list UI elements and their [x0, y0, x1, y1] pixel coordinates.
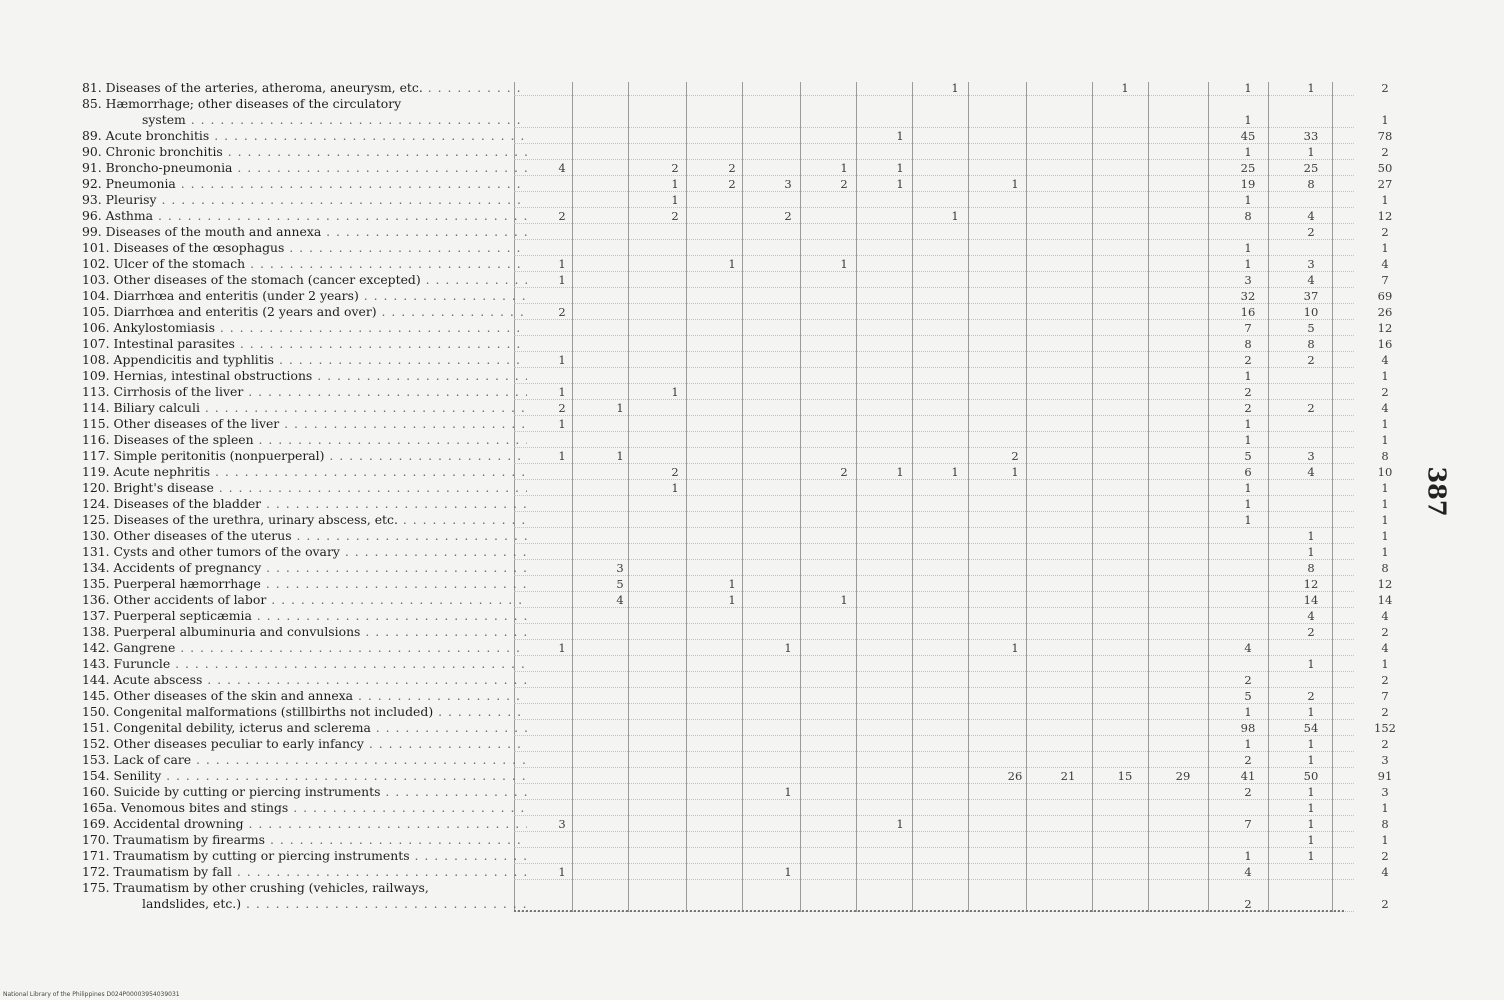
- row-leader: [514, 95, 1354, 96]
- table-cell: 1: [1011, 641, 1019, 655]
- table-cell: 1: [1307, 529, 1315, 543]
- table-cell: 10: [1303, 305, 1319, 319]
- cause-label: 165a. Venomous bites and stings . . .: [82, 800, 527, 816]
- table-cell: 15: [1117, 769, 1133, 783]
- table-cell: 2: [1244, 401, 1252, 415]
- cause-label: 91. Broncho-pneumonia . . .: [82, 160, 527, 176]
- table-cell: 2: [1381, 625, 1389, 639]
- table-cell: 3: [558, 817, 566, 831]
- table-cell: 1: [1244, 433, 1252, 447]
- table-cell: 26: [1377, 305, 1393, 319]
- row-leader: [514, 351, 1354, 352]
- row-leader: [514, 399, 1354, 400]
- table-cell: 2: [1244, 673, 1252, 687]
- table-cell: 1: [1307, 145, 1315, 159]
- table-cell: 1: [1244, 849, 1252, 863]
- cause-label: 160. Suicide by cutting or piercing instruments . . .: [82, 784, 527, 800]
- table-cell: 1: [1244, 81, 1252, 95]
- table-cell: 2: [840, 177, 848, 191]
- cause-label: 109. Hernias, intestinal obstructions . . .: [82, 368, 527, 384]
- table-cell: 1: [558, 449, 566, 463]
- table-cell: 1: [671, 385, 679, 399]
- table-cell: 1: [896, 465, 904, 479]
- row-leader: [514, 207, 1354, 208]
- row-leader: [514, 655, 1354, 656]
- table-cell: 1: [1244, 241, 1252, 255]
- cause-label: 134. Accidents of pregnancy . . .: [82, 560, 527, 576]
- row-leader: [514, 447, 1354, 448]
- row-leader: [514, 591, 1354, 592]
- table-cell: 4: [1381, 401, 1389, 415]
- table-cell: 4: [1244, 865, 1252, 879]
- row-leader: [514, 191, 1354, 192]
- cause-label: 116. Diseases of the spleen . . .: [82, 432, 527, 448]
- cause-label: 138. Puerperal albuminuria and convulsions . . .: [82, 624, 527, 640]
- cause-label: 169. Accidental drowning . . .: [82, 816, 527, 832]
- table-cell: 7: [1244, 817, 1252, 831]
- table-cell: 54: [1303, 721, 1319, 735]
- table-cell: 25: [1240, 161, 1256, 175]
- row-leader: [514, 319, 1354, 320]
- table-cell: 8: [1381, 817, 1389, 831]
- row-leader: [514, 767, 1354, 768]
- table-cell: 1: [558, 641, 566, 655]
- table-cell: 1: [728, 257, 736, 271]
- table-cell: 14: [1303, 593, 1319, 607]
- cause-label: 145. Other diseases of the skin and annexa . . .: [82, 688, 527, 704]
- table-cell: 4: [1381, 609, 1389, 623]
- table-cell: 8: [1307, 561, 1315, 575]
- table-cell: 2: [1307, 625, 1315, 639]
- table-cell: 2: [1381, 673, 1389, 687]
- table-cell: 1: [1244, 113, 1252, 127]
- cause-label: 113. Cirrhosis of the liver . . .: [82, 384, 527, 400]
- table-cell: 1: [1307, 801, 1315, 815]
- row-leader: [514, 287, 1354, 288]
- row-leader: [514, 175, 1354, 176]
- table-cell: 2: [1011, 449, 1019, 463]
- table-cell: 1: [1381, 545, 1389, 559]
- table-cell: 1: [728, 577, 736, 591]
- row-leader: [514, 271, 1354, 272]
- row-leader: [514, 831, 1354, 832]
- table-cell: 12: [1303, 577, 1319, 591]
- cause-label: 92. Pneumonia . . .: [82, 176, 527, 192]
- table-cell: 25: [1303, 161, 1319, 175]
- table-cell: 1: [840, 161, 848, 175]
- table-cell: 2: [1307, 689, 1315, 703]
- cause-label: 154. Senility . . .: [82, 768, 527, 784]
- table-cell: 33: [1303, 129, 1319, 143]
- cause-label: 170. Traumatism by firearms . . .: [82, 832, 527, 848]
- table-cell: 1: [1307, 833, 1315, 847]
- table-cell: 8: [1381, 449, 1389, 463]
- row-leader: [514, 223, 1354, 224]
- table-cell: 4: [1244, 641, 1252, 655]
- cause-label: 131. Cysts and other tumors of the ovary . . .: [82, 544, 527, 560]
- row-leader: [514, 735, 1354, 736]
- table-cell: 26: [1007, 769, 1023, 783]
- cause-label: 143. Furuncle . . .: [82, 656, 527, 672]
- table-cell: 1: [1381, 801, 1389, 815]
- table-cell: 16: [1240, 305, 1256, 319]
- cause-label: 108. Appendicitis and typhlitis . . .: [82, 352, 527, 368]
- table-cell: 2: [671, 465, 679, 479]
- cause-label: 171. Traumatism by cutting or piercing instruments . . .: [82, 848, 527, 864]
- table-cell: 1: [1307, 81, 1315, 95]
- table-cell: 4: [558, 161, 566, 175]
- table-cell: 7: [1381, 273, 1389, 287]
- table-cell: 2: [1307, 353, 1315, 367]
- table-cell: 1: [840, 257, 848, 271]
- table-cell: 3: [1381, 753, 1389, 767]
- table-cell: 1: [840, 593, 848, 607]
- table-cell: 1: [1381, 417, 1389, 431]
- table-cell: 1: [1244, 737, 1252, 751]
- row-leader: [514, 639, 1354, 640]
- row-leader: [514, 751, 1354, 752]
- table-cell: 3: [616, 561, 624, 575]
- cause-label: 104. Diarrhœa and enteritis (under 2 years) . . .: [82, 288, 527, 304]
- row-leader: [514, 463, 1354, 464]
- table-cell: 8: [1307, 177, 1315, 191]
- table-cell: 1: [1381, 529, 1389, 543]
- table-cell: 91: [1377, 769, 1393, 783]
- cause-label: 152. Other diseases peculiar to early infancy . . .: [82, 736, 527, 752]
- table-cell: 1: [1381, 497, 1389, 511]
- table-cell: 4: [1381, 257, 1389, 271]
- table-cell: 4: [616, 593, 624, 607]
- table-cell: 2: [1307, 401, 1315, 415]
- table-cell: 4: [1381, 865, 1389, 879]
- row-leader: [514, 143, 1354, 144]
- table-cell: 1: [671, 481, 679, 495]
- table-cell: 2: [1244, 385, 1252, 399]
- table-cell: 1: [558, 257, 566, 271]
- table-cell: 2: [1381, 849, 1389, 863]
- table-cell: 2: [784, 209, 792, 223]
- table-cell: 8: [1244, 209, 1252, 223]
- cause-label: 107. Intestinal parasites . . .: [82, 336, 527, 352]
- table-cell: 1: [896, 817, 904, 831]
- table-cell: 1: [1244, 481, 1252, 495]
- row-leader: [514, 383, 1354, 384]
- table-cell: 4: [1381, 641, 1389, 655]
- table-cell: 1: [1307, 705, 1315, 719]
- row-leader: [514, 847, 1354, 848]
- table-cell: 1: [1307, 849, 1315, 863]
- table-cell: 152: [1374, 721, 1396, 735]
- table-cell: 7: [1244, 321, 1252, 335]
- table-cell: 3: [1381, 785, 1389, 799]
- table-cell: 1: [616, 401, 624, 415]
- table-cell: 1: [951, 209, 959, 223]
- row-leader: [514, 511, 1354, 512]
- table-cell: 1: [896, 177, 904, 191]
- table-cell: 50: [1303, 769, 1319, 783]
- table-cell: 1: [951, 81, 959, 95]
- cause-label: 125. Diseases of the urethra, urinary abscess, etc. . . .: [82, 512, 527, 528]
- row-leader: [514, 431, 1354, 432]
- row-leader: [514, 607, 1354, 608]
- table-cell: 27: [1377, 177, 1393, 191]
- table-cell: 1: [1011, 177, 1019, 191]
- table-cell: 1: [1381, 369, 1389, 383]
- table-cell: 29: [1175, 769, 1191, 783]
- table-cell: 12: [1377, 577, 1393, 591]
- table-cell: 12: [1377, 321, 1393, 335]
- table-cell: 6: [1244, 465, 1252, 479]
- cause-label: 124. Diseases of the bladder . . .: [82, 496, 527, 512]
- table-cell: 45: [1240, 129, 1256, 143]
- footer-credit: National Library of the Philippines D024P00003954039031: [3, 991, 180, 998]
- table-cell: 2: [1381, 385, 1389, 399]
- table-cell: 2: [1244, 897, 1252, 911]
- table-cell: 2: [671, 161, 679, 175]
- table-cell: 41: [1240, 769, 1256, 783]
- table-cell: 32: [1240, 289, 1256, 303]
- cause-label: 120. Bright's disease . . .: [82, 480, 527, 496]
- row-leader: [514, 303, 1354, 304]
- table-cell: 2: [671, 209, 679, 223]
- table-cell: 5: [1244, 689, 1252, 703]
- row-leader: [514, 719, 1354, 720]
- table-cell: 98: [1240, 721, 1256, 735]
- table-cell: 1: [1381, 513, 1389, 527]
- table-cell: 1: [896, 129, 904, 143]
- cause-label: 85. Hæmorrhage; other diseases of the circulatory: [82, 96, 402, 111]
- table-cell: 8: [1244, 337, 1252, 351]
- table-cell: 2: [1381, 145, 1389, 159]
- table-cell: 1: [896, 161, 904, 175]
- table-cell: 1: [784, 641, 792, 655]
- cause-label: 144. Acute abscess . . .: [82, 672, 527, 688]
- cause-label: 175. Traumatism by other crushing (vehicles, railways,: [82, 880, 429, 895]
- cause-label: 136. Other accidents of labor . . .: [82, 592, 527, 608]
- table-cell: 2: [1244, 353, 1252, 367]
- table-cell: 4: [1307, 273, 1315, 287]
- cause-label-continuation: system . . .: [142, 112, 527, 128]
- table-cell: 21: [1060, 769, 1076, 783]
- table-cell: 1: [1244, 145, 1252, 159]
- table-cell: 1: [1011, 465, 1019, 479]
- row-leader: [514, 479, 1354, 480]
- table-cell: 5: [1244, 449, 1252, 463]
- row-leader: [514, 367, 1354, 368]
- row-leader: [514, 127, 1354, 128]
- table-cell: 2: [1381, 897, 1389, 911]
- cause-label: 150. Congenital malformations (stillbirths not included) . . .: [82, 704, 527, 720]
- row-leader: [514, 687, 1354, 688]
- table-cell: 2: [728, 177, 736, 191]
- cause-label: 102. Ulcer of the stomach . . .: [82, 256, 527, 272]
- table-cell: 16: [1377, 337, 1393, 351]
- table-cell: 4: [1307, 209, 1315, 223]
- table-cell: 3: [1307, 449, 1315, 463]
- table-cell: 2: [1381, 705, 1389, 719]
- table-cell: 50: [1377, 161, 1393, 175]
- table-cell: 1: [558, 417, 566, 431]
- cause-label: 93. Pleurisy . . .: [82, 192, 527, 208]
- table-cell: 1: [1381, 657, 1389, 671]
- table-cell: 1: [558, 273, 566, 287]
- table-cell: 1: [1244, 369, 1252, 383]
- row-leader: [514, 799, 1354, 800]
- table-cell: 2: [1244, 785, 1252, 799]
- table-cell: 3: [784, 177, 792, 191]
- table-cell: 1: [1381, 113, 1389, 127]
- table-cell: 1: [1307, 545, 1315, 559]
- table-cell: 1: [1244, 497, 1252, 511]
- table-cell: 1: [558, 385, 566, 399]
- table-cell: 14: [1377, 593, 1393, 607]
- table-cell: 1: [1307, 657, 1315, 671]
- cause-label: 105. Diarrhœa and enteritis (2 years and over) . . .: [82, 304, 527, 320]
- table-cell: 1: [1307, 817, 1315, 831]
- cause-label: 130. Other diseases of the uterus . . .: [82, 528, 527, 544]
- table-cell: 1: [1121, 81, 1129, 95]
- table-cell: 78: [1377, 129, 1393, 143]
- table-cell: 1: [784, 865, 792, 879]
- row-leader: [514, 863, 1354, 864]
- row-leader: [514, 159, 1354, 160]
- table-cell: 1: [1244, 705, 1252, 719]
- row-leader: [514, 527, 1354, 528]
- table-cell: 12: [1377, 209, 1393, 223]
- table-cell: 2: [1381, 737, 1389, 751]
- table-cell: 69: [1377, 289, 1393, 303]
- row-leader: [514, 239, 1354, 240]
- cause-label: 151. Congenital debility, icterus and sclerema . . .: [82, 720, 527, 736]
- table-cell: 4: [1381, 353, 1389, 367]
- table-cell: 37: [1303, 289, 1319, 303]
- table-cell: 4: [1307, 465, 1315, 479]
- table-cell: 1: [784, 785, 792, 799]
- table-cell: 5: [616, 577, 624, 591]
- cause-label: 101. Diseases of the œsophagus . . .: [82, 240, 527, 256]
- cause-label: 99. Diseases of the mouth and annexa . . .: [82, 224, 527, 240]
- table-cell: 1: [1244, 417, 1252, 431]
- cause-label: 81. Diseases of the arteries, atheroma, aneurysm, etc. . . .: [82, 80, 527, 96]
- table-cell: 1: [1244, 193, 1252, 207]
- row-leader: [514, 495, 1354, 496]
- row-leader: [514, 575, 1354, 576]
- row-leader: [514, 783, 1354, 784]
- table-cell: 3: [1244, 273, 1252, 287]
- table-cell: 2: [558, 401, 566, 415]
- table-cell: 1: [1307, 785, 1315, 799]
- table-cell: 1: [1381, 481, 1389, 495]
- table-cell: 1: [1307, 753, 1315, 767]
- table-cell: 1: [1307, 737, 1315, 751]
- table-cell: 1: [1381, 433, 1389, 447]
- table-cell: 2: [1244, 753, 1252, 767]
- row-leader: [514, 335, 1354, 336]
- table-cell: 8: [1307, 337, 1315, 351]
- row-leader: [514, 703, 1354, 704]
- cause-label: 119. Acute nephritis . . .: [82, 464, 527, 480]
- cause-label: 137. Puerperal septicæmia . . .: [82, 608, 527, 624]
- cause-label-continuation: landslides, etc.) . . .: [142, 896, 527, 912]
- cause-label: 90. Chronic bronchitis . . .: [82, 144, 527, 160]
- cause-label: 89. Acute bronchitis . . .: [82, 128, 527, 144]
- table-cell: 2: [558, 305, 566, 319]
- cause-label: 142. Gangrene . . .: [82, 640, 527, 656]
- table-cell: 1: [1381, 833, 1389, 847]
- table-cell: 2: [558, 209, 566, 223]
- cause-label: 103. Other diseases of the stomach (cancer excepted) . . .: [82, 272, 527, 288]
- table-cell: 1: [951, 465, 959, 479]
- table-cell: 1: [671, 193, 679, 207]
- table-cell: 10: [1377, 465, 1393, 479]
- table-cell: 1: [558, 353, 566, 367]
- table-cell: 1: [728, 593, 736, 607]
- table-cell: 2: [728, 161, 736, 175]
- row-leader: [514, 815, 1354, 816]
- table-bottom-rule: [514, 910, 1344, 912]
- table-cell: 2: [1381, 81, 1389, 95]
- cause-label: 96. Asthma . . .: [82, 208, 527, 224]
- cause-label: 117. Simple peritonitis (nonpuerperal) . . .: [82, 448, 527, 464]
- row-leader: [514, 671, 1354, 672]
- cause-label: 135. Puerperal hæmorrhage . . .: [82, 576, 527, 592]
- table-cell: 1: [616, 449, 624, 463]
- table-cell: 3: [1307, 257, 1315, 271]
- row-leader: [514, 415, 1354, 416]
- table-cell: 1: [1244, 513, 1252, 527]
- table-cell: 5: [1307, 321, 1315, 335]
- table-cell: 1: [1381, 193, 1389, 207]
- table-cell: 1: [558, 865, 566, 879]
- cause-label: 172. Traumatism by fall . . .: [82, 864, 527, 880]
- cause-label: 106. Ankylostomiasis . . .: [82, 320, 527, 336]
- row-leader: [514, 255, 1354, 256]
- page-number: 387: [1422, 466, 1452, 517]
- table-cell: 19: [1240, 177, 1256, 191]
- table-cell: 7: [1381, 689, 1389, 703]
- row-leader: [514, 559, 1354, 560]
- table-cell: 8: [1381, 561, 1389, 575]
- table-cell: 1: [1381, 241, 1389, 255]
- row-leader: [514, 879, 1354, 880]
- table-cell: 4: [1307, 609, 1315, 623]
- row-leader: [514, 623, 1354, 624]
- cause-label: 114. Biliary calculi . . .: [82, 400, 527, 416]
- table-cell: 1: [671, 177, 679, 191]
- cause-label: 115. Other diseases of the liver . . .: [82, 416, 527, 432]
- cause-label: 153. Lack of care . . .: [82, 752, 527, 768]
- table-cell: 2: [1381, 225, 1389, 239]
- table-cell: 2: [1307, 225, 1315, 239]
- row-leader: [514, 543, 1354, 544]
- table-cell: 1: [1244, 257, 1252, 271]
- table-cell: 2: [840, 465, 848, 479]
